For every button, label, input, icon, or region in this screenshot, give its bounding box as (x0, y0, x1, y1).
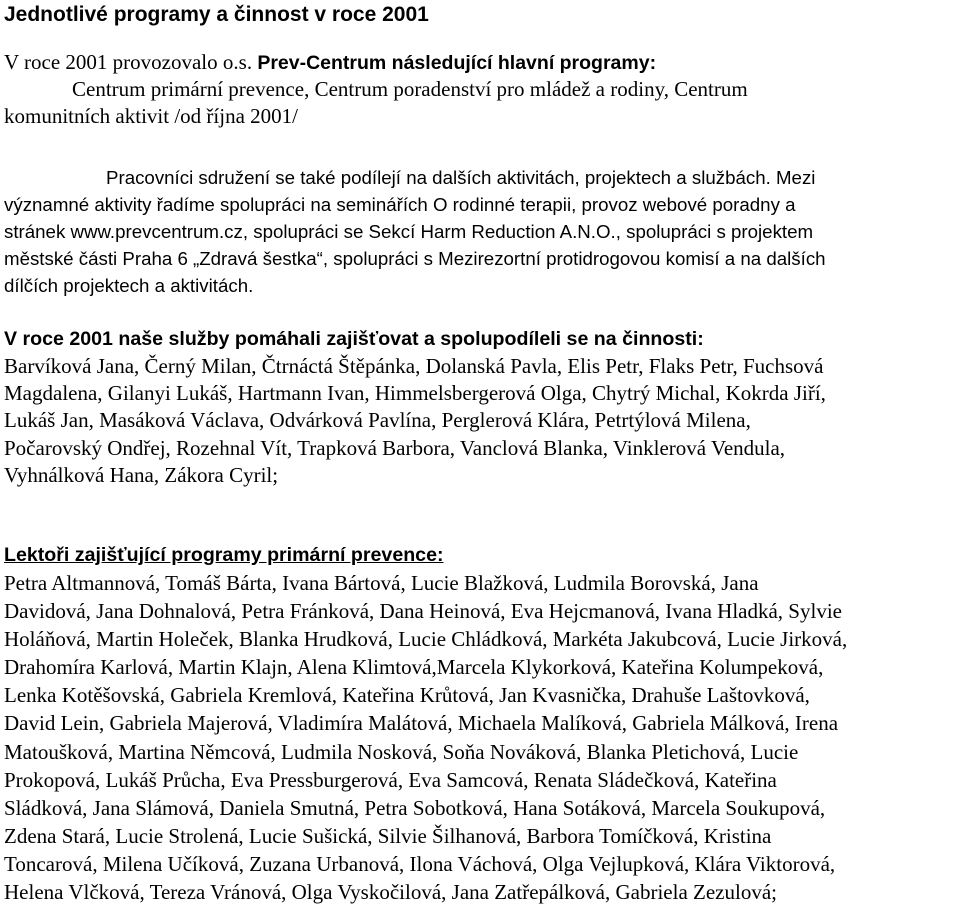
services-names-line: Magdalena, Gilanyi Lukáš, Hartmann Ivan, Himmelsbergerová Olga, Chytrý Michal, Kokrda Jiří, (4, 381, 826, 406)
lecturers-heading: Lektoři zajišťující programy primární prevence: (4, 544, 444, 566)
cooperation-paragraph (4, 164, 956, 299)
lecturers-names-line: Drahomíra Karlová, Martin Klajn, Alena Klimtová,Marcela Klykorková, Kateřina Kolumpeková, (4, 655, 824, 680)
intro-paragraph (4, 49, 956, 130)
services-names-line: Barvíková Jana, Černý Milan, Čtrnáctá Štěpánka, Dolanská Pavla, Elis Petr, Flaks Petr, Fuchsová (4, 354, 824, 378)
lecturers-names-line: Helena Vlčková, Tereza Vránová, Olga Vyskočilová, Jana Zatřepálková, Gabriela Zezulová; (4, 880, 777, 905)
lecturers-names-line: Davidová, Jana Dohnalová, Petra Fránková, Dana Heinová, Eva Hejcmanová, Ivana Hladká, Sylvie (4, 599, 842, 624)
intro-line-1 (4, 49, 956, 76)
cooperation-line: významné aktivity řadíme spolupráci na seminářích O rodinné terapii, provoz webové poradny a (4, 194, 796, 215)
services-names-line: Počarovský Ondřej, Rozehnal Vít, Trapková Barbora, Vanclová Blanka, Vinklerová Vendula, (4, 435, 786, 460)
intro-line-2: Centrum primární prevence, Centrum poradenství pro mládež a rodiny, Centrum (72, 77, 748, 101)
lecturers-section (4, 541, 956, 906)
lecturers-names-line: Matoušková, Martina Němcová, Ludmila Nosková, Soňa Nováková, Blanka Pletichová, Lucie (4, 739, 799, 764)
lecturers-names-line: Petra Altmannová, Tomáš Bárta, Ivana Bártová, Lucie Blažková, Ludmila Borovská, Jana (4, 571, 759, 595)
intro-lead-text: V roce 2001 provozovalo o.s. (4, 50, 258, 74)
cooperation-line: Pracovníci sdružení se také podílejí na dalších aktivitách, projektech a službách. Mezi (106, 167, 816, 188)
lecturers-names-line: Toncarová, Milena Učíková, Zuzana Urbanová, Ilona Váchová, Olga Vejlupková, Klára Viktorová, (4, 851, 836, 876)
lecturers-names-line: Lenka Kotěšovská, Gabriela Kremlová, Kateřina Krůtová, Jan Kvasnička, Drahuše Laštovková, (4, 683, 810, 708)
lecturers-names-line: Sládková, Jana Slámová, Daniela Smutná, Petra Sobotková, Hana Sotáková, Marcela Soukupová, (4, 795, 826, 820)
services-heading: V roce 2001 naše služby pomáhali zajišťovat a spolupodíleli se na činnosti: (4, 328, 704, 350)
intro-line-3: komunitních aktivit /od října 2001/ (4, 104, 298, 128)
lecturers-names (4, 569, 956, 906)
cooperation-line: dílčích projektech a aktivitách. (4, 275, 254, 296)
services-names-line: Vyhnálková Hana, Zákora Cyril; (4, 462, 279, 487)
lecturers-names-line: Zdena Stará, Lucie Strolená, Lucie Sušická, Silvie Šilhanová, Barbora Tomíčková, Kristina (4, 823, 772, 848)
cooperation-line: městské části Praha 6 „Zdravá šestka“, spolupráci s Mezirezortní protidrogovou komisí a na dalších (4, 248, 826, 269)
intro-programs-bold: Prev-Centrum následující hlavní programy: (257, 52, 657, 74)
lecturers-names-line: Holáňová, Martin Holeček, Blanka Hrudková, Lucie Chládková, Markéta Jakubcová, Lucie Jirková, (4, 627, 848, 652)
page-title: Jednotlivé programy a činnost v roce 2001 (4, 3, 429, 26)
services-names-line: Lukáš Jan, Masáková Václava, Odvárková Pavlína, Perglerová Klára, Petrtýlová Milena, (4, 408, 751, 433)
lecturers-names-line: David Lein, Gabriela Majerová, Vladimíra Malátová, Michaela Malíková, Gabriela Málková, Irena (4, 711, 839, 736)
lecturers-names-line: Prokopová, Lukáš Průcha, Eva Pressburgerová, Eva Samcová, Renata Sládečková, Kateřina (4, 767, 777, 792)
services-names (4, 353, 956, 489)
services-section (4, 326, 956, 489)
cooperation-line: stránek www.prevcentrum.cz, spolupráci se Sekcí Harm Reduction A.N.O., spolupráci s projektem (4, 221, 814, 242)
